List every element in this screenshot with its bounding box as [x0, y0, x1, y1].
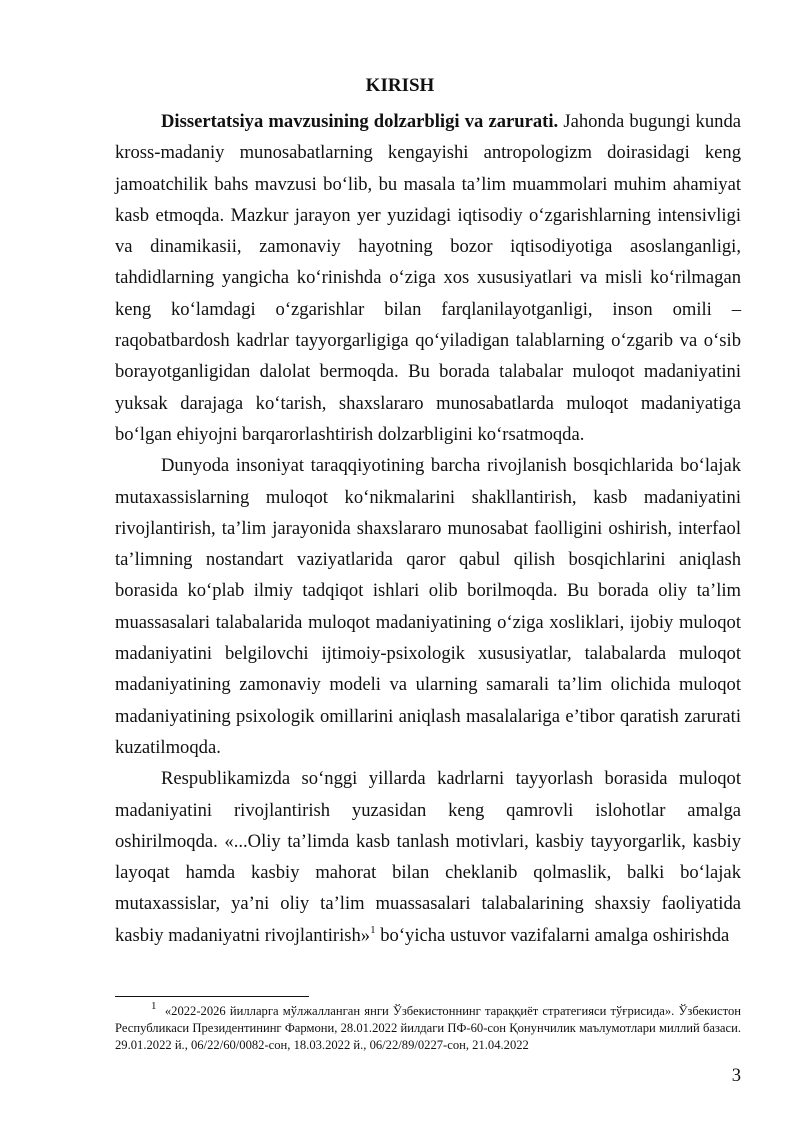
section-title: KIRISH	[365, 75, 435, 96]
paragraph-3-text-before: Respublikamizda so‘nggi yillarda kadrlarni tayyorlash borasida muloqot madaniyatini rivojlantirish yuzasidan keng qamrovli islohotlar amalga oshirilmoqda. «...Oliy ta’limda kasb tanlash motivlari, kasbiy tayyorgarlik, kasbiy layoqat hamda kasbiy mahorat bilan cheklanib qolmaslik, balki bo‘lajak mutaxassislar, ya’ni oliy ta’lim muassasalari talabalarining shaxsiy faoliyatida kasbiy madaniyatni rivojlantirish»	[115, 768, 741, 946]
footnote-marker: 1	[151, 999, 157, 1012]
paragraph-1-text: Jahonda bugungi kunda kross-madaniy munosabatlarning kengayishi antropologizm doirasidagi keng jamoatchilik bahs mavzusi bo‘lib, bu masala ta’lim muammolari muhim ahamiyat kasb etmoqda. Mazkur jarayon yer yuzidagi iqtisodiy o‘zgarishlarning intensivligi va dinamikasii, zamonaviy hayotning bozor iqtisodiyotiga asoslanganligi, tahdidlarning yangicha ko‘rinishda o‘ziga xos xususiyatlari va misli ko‘rilmagan keng ko‘lamdagi o‘zgarishlar bilan farqlanilayotganligi, inson omili – raqobatbardosh kadrlar tayyorgarligiga qo‘yiladigan talablarning o‘zgarib va o‘sib borayotganligidan dalolat bermoqda. Bu borada talabalar muloqot madaniyatini yuksak darajaga ko‘tarish, shaxslararo munosabatlarda muloqot madaniyatiga bo‘lgan ehiyojni barqarorlashtirish dolzarbligini ko‘rsatmoqda.	[115, 111, 741, 445]
footnote-divider	[115, 996, 309, 997]
page-number: 3	[731, 1065, 741, 1086]
paragraph-2-text: Dunyoda insoniyat taraqqiyotining barcha rivojlanish bosqichlarida bo‘lajak mutaxassislarning muloqot ko‘nikmalarini shakllantirish, kasb madaniyatini rivojlantirish, ta’lim jarayonida shaxslararo munosabat faolligini oshirish, interfaol ta’limning nostandart vaziyatlarida qaror qabul qilish bosqichlarini aniqlash borasida ko‘plab ilmiy tadqiqot ishlari olib borilmoqda. Bu borada oliy ta’lim muassasalari talabalarida muloqot madaniyatining o‘ziga xosliklari, ijobiy muloqot madaniyatini belgilovchi ijtimoiy-psixologik xususiyatlar, talabalarda muloqot madaniyatining zamonaviy modeli va ularning samarali ta’lim olichida muloqot madaniyatining psixologik omillarini aniqlash masalalariga e’tibor qaratish zarurati kuzatilmoqda.	[115, 455, 741, 758]
footnote-text-block	[115, 999, 742, 1053]
footnote-reference[interactable]: 1	[370, 923, 376, 936]
paragraph-1	[115, 106, 741, 450]
paragraph-3	[115, 763, 741, 951]
paragraph-2	[115, 450, 741, 763]
body-text	[115, 106, 741, 951]
footnote	[115, 999, 742, 1053]
paragraph-3-text-after: bo‘yicha ustuvor vazifalarni amalga oshirishda	[375, 924, 730, 946]
paragraph-lead: Dissertatsiya mavzusining dolzarbligi va zarurati.	[161, 111, 559, 132]
footnote-text: «2022-2026 йилларга мўлжалланган янги Ўзбекистоннинг тараққиёт стратегияси тўғрисида». Ўзбекистон Республикаси Президентининг Фармони, 28.01.2022 йилдаги ПФ-60-сон Қонунчилик маълумотлари миллий базаси. 29.01.2022 й., 06/22/60/0082-сон, 18.03.2022 й., 06/22/89/0227-сон, 21.04.2022	[115, 1004, 742, 1052]
